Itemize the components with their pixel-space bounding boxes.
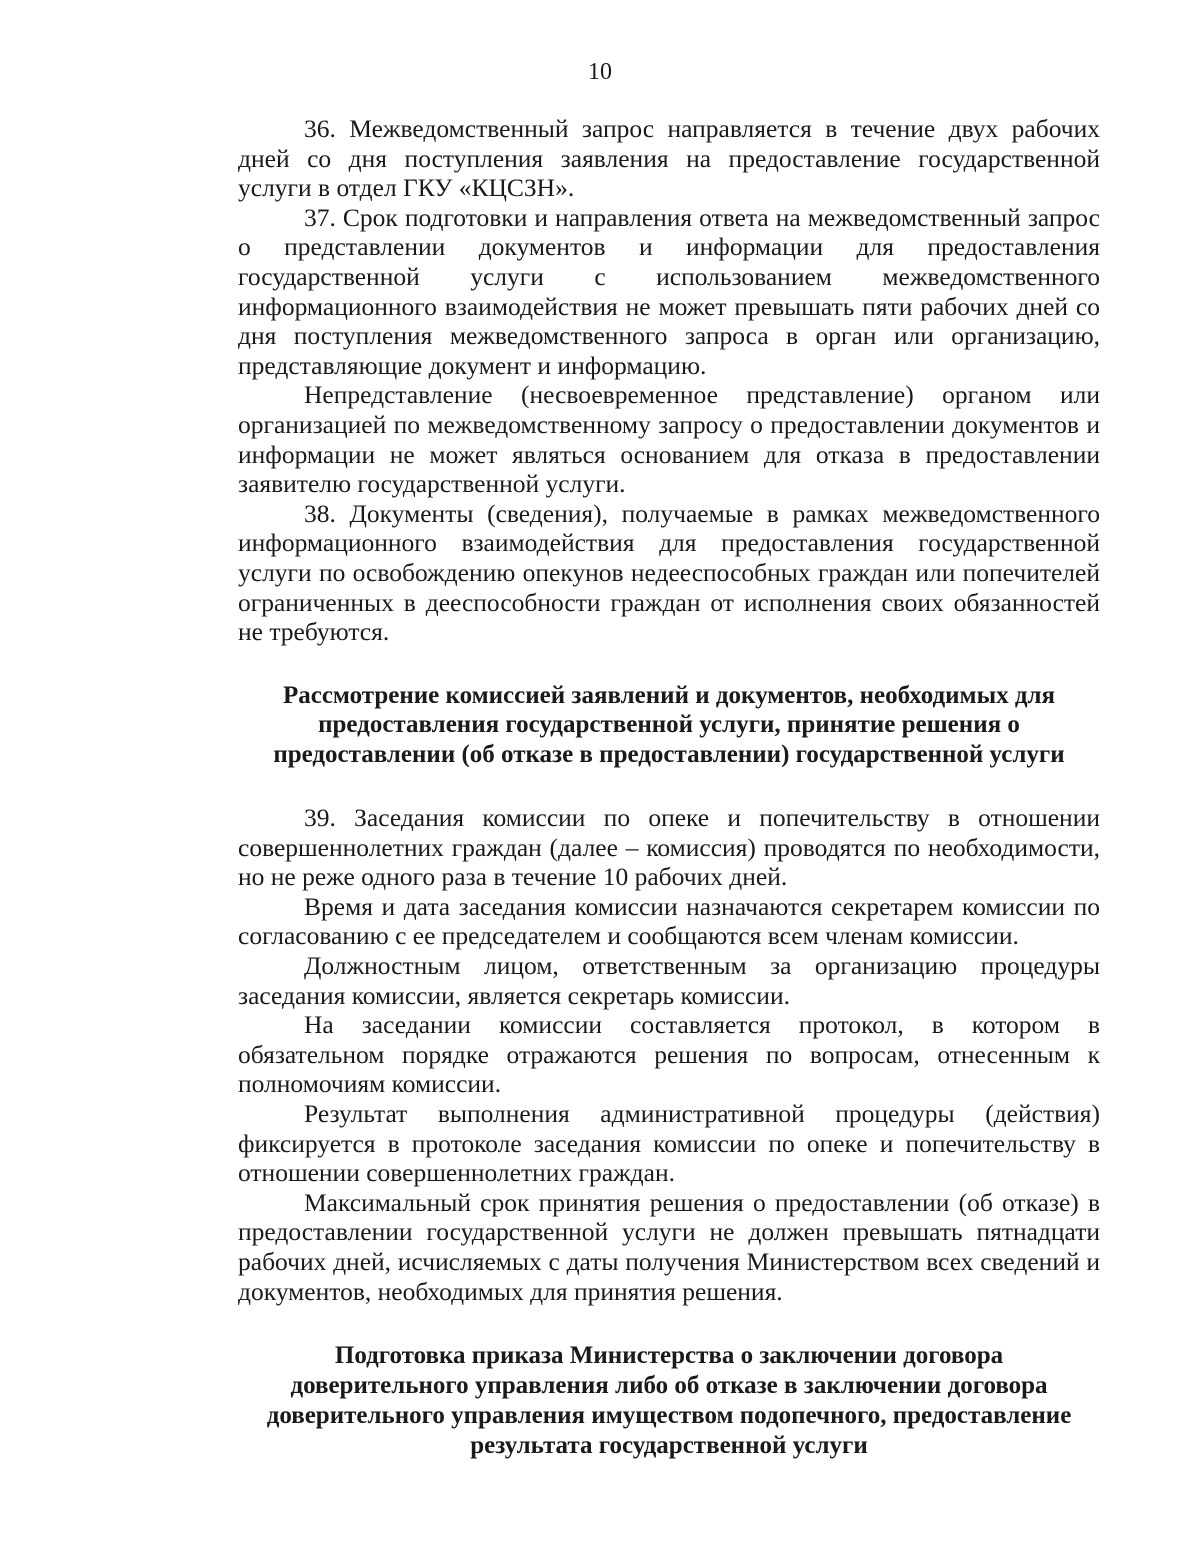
heading-line: Рассмотрение комиссией заявлений и документов, необходимых для: [282, 681, 1056, 709]
paragraph-result: Результат выполнения административной процедуры (действия) фиксируется в протоколе заседания комиссии по опеке и попечительству в отношении совершеннолетних граждан.: [238, 1099, 1100, 1188]
section-heading-commission-review: [238, 681, 1100, 770]
document-body: [238, 114, 1100, 1460]
paragraph-max-term: Максимальный срок принятия решения о предоставлении (об отказе) в предоставлении государственной услуги не должен превышать пятнадцати рабочих дней, исчисляемых с даты получения Министерством всех сведений и документов, необходимых для принятия решения.: [238, 1187, 1100, 1306]
heading-line: предоставления государственной услуги, принятие решения о: [318, 711, 1020, 739]
paragraph-37-continuation: Непредставление (несвоевременное представление) органом или организацией по межведомственному запросу о предоставлении документов и информации не может являться основанием для отказа в предоставлении заявителю государственной услуги.: [238, 380, 1100, 499]
heading-line: доверительного управления либо об отказе в заключении договора: [290, 1371, 1048, 1399]
paragraph-38: 38. Документы (сведения), получаемые в рамках межведомственного информационного взаимодействия для предоставления государственной услуги по освобождению опекунов недееспособных граждан или попечителей ограниченных в дееспособности граждан от исполнения своих обязанностей не требуются.: [238, 498, 1100, 647]
paragraph-meeting-schedule: Время и дата заседания комиссии назначаются секретарем комиссии по согласованию с ее председателем и сообщаются всем членам комиссии.: [238, 891, 1100, 951]
heading-line: предоставлении (об отказе в предоставлении) государственной услуги: [273, 741, 1065, 769]
paragraph-37: 37. Срок подготовки и направления ответа на межведомственный запрос о представлении документов и информации для предоставления государственной услуги с использованием межведомственного информационного взаимодействия не может превышать пяти рабочих дней со дня поступления межведомственного запроса в орган или организацию, представляющие документ и информацию.: [238, 202, 1100, 380]
paragraph-39: 39. Заседания комиссии по опеке и попечительству в отношении совершеннолетних граждан (далее – комиссия) проводятся по необходимости, но не реже одного раза в течение 10 рабочих дней.: [238, 803, 1100, 892]
heading-line: доверительного управления имуществом подопечного, предоставление: [266, 1401, 1072, 1429]
paragraph-responsible-person: Должностным лицом, ответственным за организацию процедуры заседания комиссии, является секретарь комиссии.: [238, 951, 1100, 1010]
section-heading-order-preparation: [218, 1341, 1120, 1460]
heading-line: Подготовка приказа Министерства о заключении договора: [334, 1342, 1004, 1370]
heading-line: результата государственной услуги: [470, 1431, 868, 1459]
paragraph-protocol: На заседании комиссии составляется протокол, в котором в обязательном порядке отражаются решения по вопросам, отнесенным к полномочиям комиссии.: [238, 1010, 1100, 1099]
paragraph-36: 36. Межведомственный запрос направляется в течение двух рабочих дней со дня поступления заявления на предоставление государственной услуги в отдел ГКУ «КЦСЗН».: [238, 114, 1100, 203]
page-number: 10: [588, 59, 612, 85]
